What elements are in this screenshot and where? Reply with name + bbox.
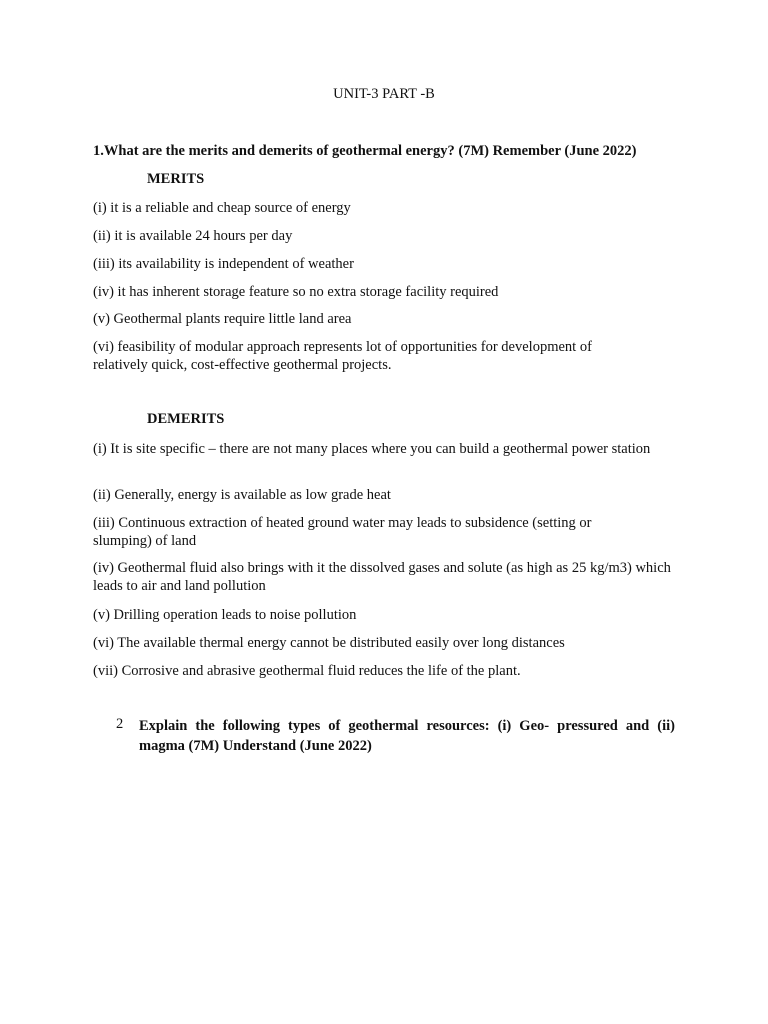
- question-2-text: Explain the following types of geothermal resources: (i) Geo- pressured and (ii) magma (7M) Understand (June 2022): [139, 718, 675, 754]
- demerit-item: (vii) Corrosive and abrasive geothermal fluid reduces the life of the plant.: [93, 663, 521, 679]
- merit-item: (i) it is a reliable and cheap source of energy: [93, 200, 351, 216]
- demerit-item: (v) Drilling operation leads to noise pollution: [93, 607, 357, 623]
- merit-item: (vi) feasibility of modular approach represents lot of opportunities for development of relatively quick, cost-effective geothermal projects.: [93, 339, 592, 373]
- demerit-item: (iv) Geothermal fluid also brings with it the dissolved gases and solute (as high as 25 kg/m3) which leads to air and land pollution: [93, 560, 671, 594]
- merits-heading: MERITS: [147, 171, 205, 187]
- demerit-item: (i) It is site specific – there are not many places where you can build a geothermal power station: [93, 441, 651, 457]
- demerit-item: (iii) Continuous extraction of heated ground water may leads to subsidence (setting or slumping) of land: [93, 515, 592, 549]
- merit-item: (iii) its availability is independent of weather: [93, 256, 354, 272]
- question-2-number: 2: [116, 716, 124, 732]
- merit-item: (ii) it is available 24 hours per day: [93, 228, 293, 244]
- demerit-item: (vi) The available thermal energy cannot be distributed easily over long distances: [93, 635, 565, 651]
- question-1: 1.What are the merits and demerits of geothermal energy? (7M) Remember (June 2022): [93, 143, 637, 159]
- demerit-item: (ii) Generally, energy is available as low grade heat: [93, 487, 391, 503]
- unit-title: UNIT-3 PART -B: [333, 86, 435, 102]
- merit-item: (v) Geothermal plants require little land area: [93, 311, 352, 327]
- demerits-heading: DEMERITS: [147, 411, 225, 427]
- merit-item: (iv) it has inherent storage feature so no extra storage facility required: [93, 284, 499, 300]
